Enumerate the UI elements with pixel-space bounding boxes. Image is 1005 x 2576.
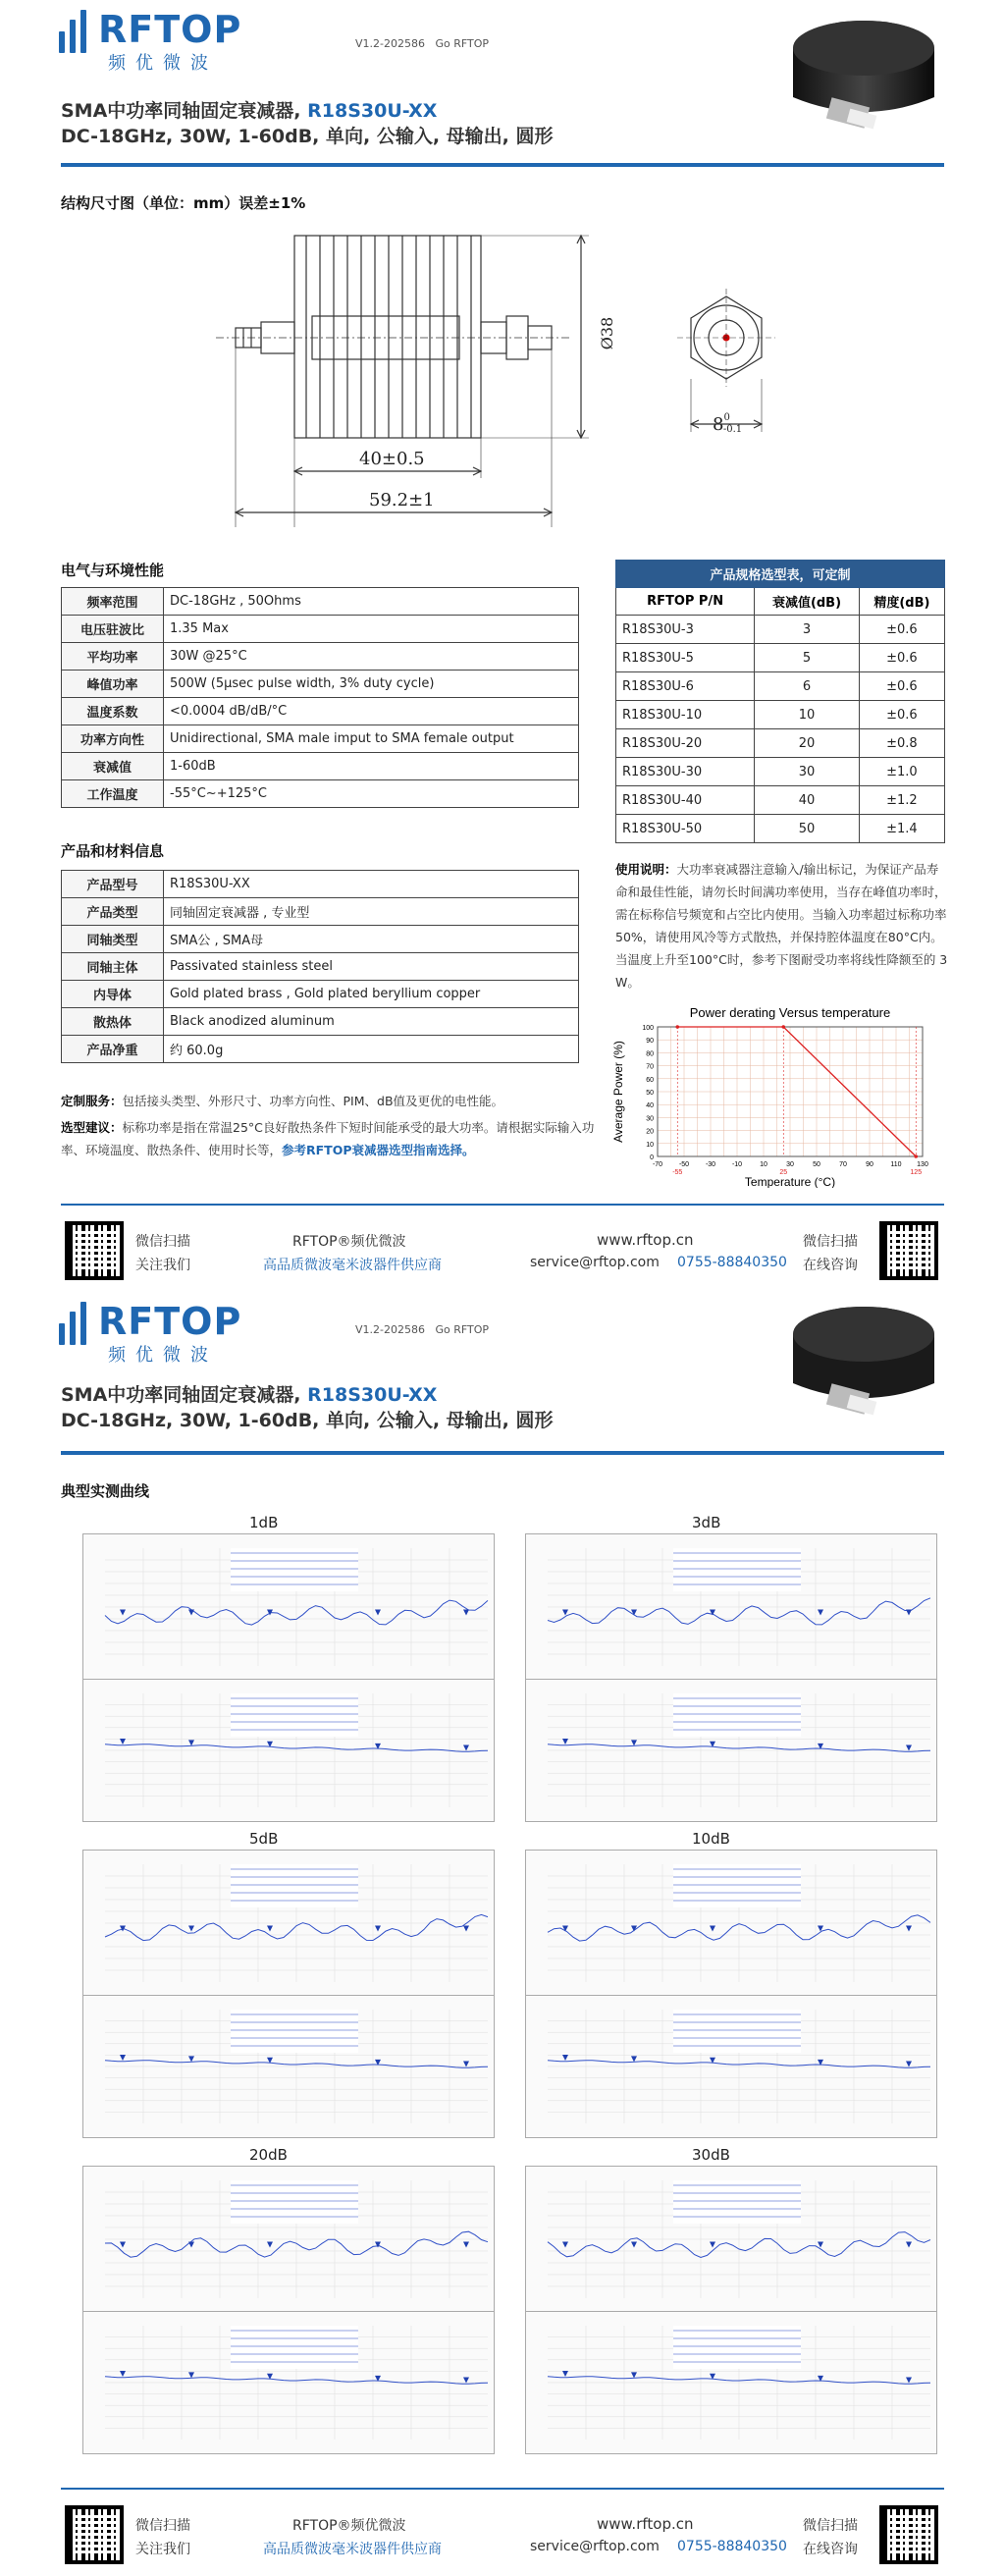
drawing-title: 结构尺寸图（单位：mm）误差±1% xyxy=(61,194,306,212)
env-row xyxy=(62,643,579,671)
footer-slogan: 高品质微波毫米波器件供应商 xyxy=(263,1258,442,1273)
product-photo xyxy=(766,4,962,151)
selection-cell: ±1.0 xyxy=(859,758,944,786)
x-tick-label: -30 xyxy=(705,1161,716,1168)
vswr-plot xyxy=(82,1533,495,1681)
env-key: 温度系数 xyxy=(62,698,164,725)
footer-consult1: 微信扫描 xyxy=(803,1234,858,1250)
env-row xyxy=(62,780,579,808)
insertion-loss-plot xyxy=(82,2311,495,2454)
material-value: Passivated stainless steel xyxy=(164,953,579,981)
wechat-consult-qr-2 xyxy=(879,2505,938,2564)
x-tick-label: -50 xyxy=(678,1161,690,1168)
insertion-loss-plot xyxy=(525,1679,937,1822)
env-key: 功率方向性 xyxy=(62,725,164,753)
material-row xyxy=(62,871,579,898)
usage-note: 使用说明：大功率衰减器注意输入/输出标记，为保证产品寿命和最佳性能，请勿长时间满功率使用，当存在峰值功率时，需在标称信号频宽和占空比内使用。当输入功率超过标称功率50%，请使用风冷等方式散热，并保持腔体温度在80°C内。当温度上升至100°C时，参考下图耐受功率将线性降额至的 3 W。 xyxy=(615,862,948,990)
derating-point xyxy=(781,1025,785,1029)
env-value: 500W (5µsec pulse width, 3% duty cycle) xyxy=(164,671,579,698)
page-subtitle-2: DC-18GHz, 30W, 1-60dB, 单向, 公输入, 母输出, 圆形 xyxy=(61,1410,554,1431)
env-row xyxy=(62,588,579,616)
logo-sub: 频优微波 xyxy=(108,53,218,74)
insertion-loss-plot xyxy=(82,1995,495,2138)
header-rule xyxy=(61,163,944,167)
curve-title: 1dB xyxy=(249,1514,279,1531)
selection-cell: R18S30U-50 xyxy=(616,815,755,843)
material-value: 约 60.0g xyxy=(164,1036,579,1063)
version-2: V1.2-202586 Go RFTOP xyxy=(355,1323,490,1336)
footer-rule xyxy=(61,1204,944,1206)
material-value: SMA公 , SMA母 xyxy=(164,926,579,953)
x-tick-label: 30 xyxy=(786,1161,794,1168)
env-table xyxy=(61,587,579,808)
env-key: 峰值功率 xyxy=(62,671,164,698)
x-tick-label: 90 xyxy=(866,1161,873,1168)
x-tick-label: -70 xyxy=(652,1161,663,1168)
version-link[interactable]: Go RFTOP xyxy=(435,37,490,50)
y-tick-label: 100 xyxy=(642,1025,654,1032)
logo-text-2: RFTOP xyxy=(98,1300,242,1343)
selection-cell: R18S30U-10 xyxy=(616,701,755,729)
material-value: R18S30U-XX xyxy=(164,871,579,898)
vswr-plot xyxy=(525,2166,937,2313)
material-row xyxy=(62,981,579,1008)
material-row xyxy=(62,953,579,981)
vswr-plot xyxy=(82,1850,495,1997)
dim-length-total: 59.2±1 xyxy=(369,490,435,510)
select-guide-link[interactable]: 参考RFTOP衰减器选型指南选择。 xyxy=(282,1143,475,1157)
selection-cell: 50 xyxy=(755,815,860,843)
footer-site[interactable]: www.rftop.cn xyxy=(597,1231,694,1249)
material-row xyxy=(62,898,579,926)
chart-title: Power derating Versus temperature xyxy=(689,1005,891,1020)
selection-cell: R18S30U-5 xyxy=(616,644,755,672)
y-tick-label: 50 xyxy=(646,1090,654,1097)
page-subtitle: DC-18GHz, 30W, 1-60dB, 单向, 公输入, 母输出, 圆形 xyxy=(61,126,554,147)
footer-wechat2: 关注我们 xyxy=(135,1258,190,1273)
selection-cell: 3 xyxy=(755,616,860,644)
logo-icon-2 xyxy=(59,1302,86,1345)
env-row xyxy=(62,753,579,780)
x-tick-label: 70 xyxy=(839,1161,847,1168)
x-tick-label: -10 xyxy=(731,1161,743,1168)
y-axis-label: Average Power (%) xyxy=(611,1041,625,1143)
dimension-drawing xyxy=(216,218,805,532)
selection-cell: R18S30U-40 xyxy=(616,786,755,815)
insertion-loss-plot xyxy=(82,1679,495,1822)
y-tick-label: 20 xyxy=(646,1128,654,1136)
footer-phone: 0755-88840350 xyxy=(677,1255,787,1270)
material-row xyxy=(62,926,579,953)
material-key: 同轴类型 xyxy=(62,926,164,953)
selection-cell: ±0.6 xyxy=(859,644,944,672)
y-tick-label: 40 xyxy=(646,1102,654,1110)
selection-cell: ±1.4 xyxy=(859,815,944,843)
dim-diameter: Ø38 xyxy=(598,316,617,350)
x-tick-label: 10 xyxy=(760,1161,767,1168)
env-key: 工作温度 xyxy=(62,780,164,808)
env-key: 电压驻波比 xyxy=(62,616,164,643)
env-row xyxy=(62,616,579,643)
curve-title: 20dB xyxy=(249,2146,288,2164)
selection-cell: ±0.6 xyxy=(859,616,944,644)
selection-cell: R18S30U-6 xyxy=(616,672,755,701)
y-tick-label: 0 xyxy=(650,1154,654,1161)
footer-wechat1: 微信扫描 xyxy=(135,1234,190,1250)
selection-cell: 30 xyxy=(755,758,860,786)
dim-length-body: 40±0.5 xyxy=(359,449,425,469)
footer-email[interactable]: service@rftop.com xyxy=(530,1255,660,1270)
y-tick-label: 10 xyxy=(646,1141,654,1149)
footer-rule-2 xyxy=(61,2488,944,2490)
env-value: 1-60dB xyxy=(164,753,579,780)
selection-row xyxy=(616,758,945,786)
curve-title: 3dB xyxy=(692,1514,721,1531)
selection-row xyxy=(616,729,945,758)
env-value: -55°C~+125°C xyxy=(164,780,579,808)
material-key: 同轴主体 xyxy=(62,953,164,981)
x-tick-label: 50 xyxy=(813,1161,820,1168)
logo-icon xyxy=(59,10,86,53)
material-key: 内导体 xyxy=(62,981,164,1008)
env-title: 电气与环境性能 xyxy=(61,562,165,579)
insertion-loss-plot xyxy=(525,2311,937,2454)
y-tick-label: 80 xyxy=(646,1050,654,1058)
material-title: 产品和材料信息 xyxy=(61,842,165,860)
x-tick-label: 130 xyxy=(917,1161,928,1168)
material-value: Gold plated brass , Gold plated beryllium copper xyxy=(164,981,579,1008)
selection-row xyxy=(616,616,945,644)
curve-title: 10dB xyxy=(692,1830,730,1848)
logo-sub-2: 频优微波 xyxy=(108,1345,218,1366)
custom-note: 定制服务：包括接头类型、外形尺寸、功率方向性、PIM、dB值及更优的电性能。 xyxy=(61,1094,504,1108)
material-value: 同轴固定衰减器 , 专业型 xyxy=(164,898,579,926)
selection-cell: ±0.6 xyxy=(859,701,944,729)
select-note: 选型建议：标称功率是指在常温25°C良好散热条件下短时间能承受的最大功率。请根据实际输入功率、环境温度、散热条件、使用时长等，参考RFTOP衰减器选型指南选择。 xyxy=(61,1120,595,1157)
x-axis-label: Temperature (°C) xyxy=(744,1175,836,1188)
material-key: 产品型号 xyxy=(62,871,164,898)
env-key: 频率范围 xyxy=(62,588,164,616)
material-value: Black anodized aluminum xyxy=(164,1008,579,1036)
selection-cell: R18S30U-30 xyxy=(616,758,755,786)
env-value: DC-18GHz , 50Ohms xyxy=(164,588,579,616)
selection-header: 精度(dB) xyxy=(859,588,944,616)
env-value: <0.0004 dB/dB/°C xyxy=(164,698,579,725)
x-tick-red-label: -55 xyxy=(672,1169,683,1176)
version: V1.2-202586 Go RFTOP xyxy=(355,37,490,50)
selection-cell: ±0.8 xyxy=(859,729,944,758)
material-key: 产品净重 xyxy=(62,1036,164,1063)
x-tick-label: 110 xyxy=(890,1161,902,1168)
material-table xyxy=(61,870,579,1063)
selection-header: 衰减值(dB) xyxy=(755,588,860,616)
selection-table xyxy=(615,560,945,843)
footer-brand: RFTOP®频优微波 xyxy=(292,1234,406,1250)
page-title-2: SMA中功率同轴固定衰减器, R18S30U-XX xyxy=(61,1384,438,1406)
y-tick-label: 70 xyxy=(646,1063,654,1071)
x-tick-red-label: 25 xyxy=(779,1169,788,1176)
material-key: 产品类型 xyxy=(62,898,164,926)
y-tick-label: 60 xyxy=(646,1076,654,1084)
curves-title: 典型实测曲线 xyxy=(61,1482,150,1500)
y-tick-label: 30 xyxy=(646,1115,654,1123)
selection-row xyxy=(616,786,945,815)
y-tick-label: 90 xyxy=(646,1038,654,1046)
selection-row xyxy=(616,644,945,672)
material-key: 散热体 xyxy=(62,1008,164,1036)
selection-cell: R18S30U-20 xyxy=(616,729,755,758)
env-row xyxy=(62,671,579,698)
selection-cell: 20 xyxy=(755,729,860,758)
x-tick-red-label: 125 xyxy=(910,1169,923,1176)
footer-consult2: 在线咨询 xyxy=(803,1258,858,1273)
dim-hex: $8^0-0.1$ xyxy=(713,412,743,435)
env-row xyxy=(62,698,579,725)
selection-cell: 10 xyxy=(755,701,860,729)
wechat-consult-qr xyxy=(879,1221,938,1280)
selection-cell: 5 xyxy=(755,644,860,672)
vswr-plot xyxy=(525,1850,937,1997)
selection-caption: 产品规格选型表，可定制 xyxy=(616,561,945,588)
env-value: 30W @25°C xyxy=(164,643,579,671)
env-row xyxy=(62,725,579,753)
selection-cell: R18S30U-3 xyxy=(616,616,755,644)
wechat-follow-qr-2 xyxy=(65,2505,124,2564)
vswr-plot xyxy=(82,2166,495,2313)
env-key: 平均功率 xyxy=(62,643,164,671)
page-title: SMA中功率同轴固定衰减器, R18S30U-XX xyxy=(61,100,438,122)
material-row xyxy=(62,1008,579,1036)
wechat-follow-qr xyxy=(65,1221,124,1280)
material-row xyxy=(62,1036,579,1063)
curve-title: 30dB xyxy=(692,2146,730,2164)
env-value: 1.35 Max xyxy=(164,616,579,643)
env-key: 衰减值 xyxy=(62,753,164,780)
derating-chart xyxy=(608,1001,952,1188)
logo-text: RFTOP xyxy=(98,8,242,51)
product-photo-2 xyxy=(766,1290,962,1437)
selection-row xyxy=(616,672,945,701)
insertion-loss-plot xyxy=(525,1995,937,2138)
env-value: Unidirectional, SMA male imput to SMA female output xyxy=(164,725,579,753)
curve-title: 5dB xyxy=(249,1830,279,1848)
selection-row xyxy=(616,815,945,843)
selection-cell: ±0.6 xyxy=(859,672,944,701)
header-rule-2 xyxy=(61,1451,944,1455)
derating-point xyxy=(675,1025,679,1029)
selection-header: RFTOP P/N xyxy=(616,588,755,616)
selection-cell: 6 xyxy=(755,672,860,701)
selection-row xyxy=(616,701,945,729)
selection-cell: 40 xyxy=(755,786,860,815)
derating-point xyxy=(914,1154,918,1158)
selection-cell: ±1.2 xyxy=(859,786,944,815)
vswr-plot xyxy=(525,1533,937,1681)
